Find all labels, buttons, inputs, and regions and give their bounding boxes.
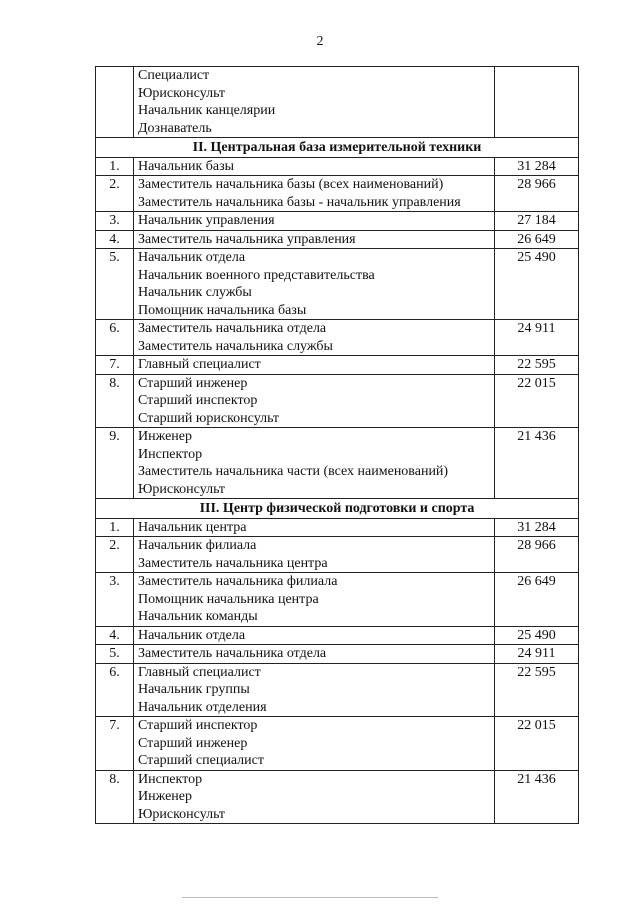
- table-row: [96, 717, 579, 771]
- position-title: Начальник управления: [138, 213, 275, 228]
- page-bottom-edge: [182, 897, 438, 898]
- positions-cell: [134, 537, 495, 573]
- row-number: 8.: [96, 374, 134, 428]
- table-row: [96, 176, 579, 212]
- table-row: [96, 537, 579, 573]
- position-title: Заместитель начальника центра: [138, 555, 328, 571]
- salary-value: 22 015: [495, 717, 579, 771]
- position-title: Старший инженер: [138, 735, 248, 751]
- positions-cell: [134, 212, 495, 231]
- position-title: Главный специалист: [138, 357, 261, 372]
- position-title: Дознаватель: [138, 120, 212, 136]
- position-title: Инженер: [138, 429, 193, 444]
- section-header-row: [96, 499, 579, 519]
- position-title: Заместитель начальника отдела: [138, 646, 327, 661]
- position-title: Начальник группы: [138, 682, 250, 697]
- positions-cell: [134, 770, 495, 824]
- position-title: Начальник базы: [138, 158, 235, 174]
- section-title: II. Центральная база измерительной техники: [96, 138, 579, 158]
- salary-value: 28 966: [495, 537, 579, 573]
- positions-cell: [134, 67, 495, 138]
- salary-value: 21 436: [495, 428, 579, 499]
- position-title: Старший юрисконсульт: [138, 410, 280, 426]
- row-number: 5.: [96, 645, 134, 664]
- row-number: 8.: [96, 770, 134, 824]
- row-number: 6.: [96, 320, 134, 356]
- position-title: Помощник начальника базы: [138, 302, 307, 318]
- salary-value: 21 436: [495, 770, 579, 824]
- positions-cell: [134, 663, 495, 717]
- table-row: [96, 770, 579, 824]
- position-title: Начальник канцелярии: [138, 103, 276, 118]
- table-row: [96, 230, 579, 249]
- salary-value: 25 490: [495, 249, 579, 320]
- position-title: Начальник отделения: [138, 699, 267, 715]
- position-title: Начальник центра: [138, 519, 247, 535]
- salary-value: 26 649: [495, 573, 579, 627]
- row-number: 2.: [96, 176, 134, 212]
- row-number: 6.: [96, 663, 134, 717]
- positions-cell: [134, 573, 495, 627]
- positions-cell: [134, 356, 495, 375]
- salary-table: [95, 66, 579, 824]
- position-title: Старший специалист: [138, 753, 264, 768]
- table-row: [96, 663, 579, 717]
- positions-cell: [134, 428, 495, 499]
- position-title: Заместитель начальника службы: [138, 338, 333, 354]
- positions-cell: [134, 249, 495, 320]
- position-title: Заместитель начальника отдела: [138, 321, 327, 336]
- table-row: [96, 249, 579, 320]
- row-number: 9.: [96, 428, 134, 499]
- table-row: [96, 626, 579, 645]
- salary-value: 26 649: [495, 230, 579, 249]
- table-row: [96, 356, 579, 375]
- table-row: [96, 157, 579, 176]
- positions-cell: [134, 230, 495, 249]
- position-title: Главный специалист: [138, 664, 261, 680]
- row-number: 4.: [96, 230, 134, 249]
- position-title: Начальник службы: [138, 285, 252, 300]
- salary-value: 22 595: [495, 663, 579, 717]
- position-title: Начальник команды: [138, 609, 258, 624]
- positions-cell: [134, 645, 495, 664]
- positions-cell: [134, 717, 495, 771]
- position-title: Заместитель начальника базы - начальник управления: [138, 194, 461, 210]
- section-title: III. Центр физической подготовки и спорта: [96, 499, 579, 519]
- salary-table-body: [96, 67, 579, 824]
- table-row: [96, 320, 579, 356]
- salary-value: 31 284: [495, 518, 579, 537]
- positions-cell: [134, 518, 495, 537]
- row-number: 1.: [96, 518, 134, 537]
- section-header-row: [96, 138, 579, 158]
- table-row: [96, 428, 579, 499]
- row-number: 5.: [96, 249, 134, 320]
- position-title: Юрисконсульт: [138, 481, 226, 497]
- positions-cell: [134, 176, 495, 212]
- position-title: Начальник филиала: [138, 538, 257, 553]
- row-number: [96, 67, 134, 138]
- position-title: Инспектор: [138, 771, 203, 787]
- salary-value: 24 911: [495, 320, 579, 356]
- row-number: 2.: [96, 537, 134, 573]
- position-title: Начальник отдела: [138, 250, 246, 265]
- row-number: 3.: [96, 212, 134, 231]
- position-title: Заместитель начальника базы (всех наименований): [138, 177, 444, 192]
- row-number: 3.: [96, 573, 134, 627]
- position-title: Инспектор: [138, 446, 203, 462]
- salary-value: 24 911: [495, 645, 579, 664]
- row-number: 7.: [96, 356, 134, 375]
- position-title: Специалист: [138, 68, 210, 83]
- salary-value: 28 966: [495, 176, 579, 212]
- salary-value: 22 015: [495, 374, 579, 428]
- table-row: [96, 573, 579, 627]
- position-title: Старший инженер: [138, 375, 248, 391]
- position-title: Заместитель начальника филиала: [138, 574, 338, 589]
- page-number: 2: [316, 34, 324, 49]
- position-title: Начальник военного представительства: [138, 267, 375, 283]
- position-title: Инженер: [138, 789, 193, 804]
- table-row: [96, 518, 579, 537]
- row-number: 4.: [96, 626, 134, 645]
- table-row: [96, 645, 579, 664]
- salary-value: 31 284: [495, 157, 579, 176]
- positions-cell: [134, 320, 495, 356]
- positions-cell: [134, 157, 495, 176]
- position-title: Юрисконсульт: [138, 85, 226, 101]
- row-number: 7.: [96, 717, 134, 771]
- table-row: [96, 212, 579, 231]
- position-title: Начальник отдела: [138, 627, 246, 643]
- position-title: Юрисконсульт: [138, 806, 226, 822]
- position-title: Старший инспектор: [138, 393, 258, 408]
- positions-cell: [134, 626, 495, 645]
- table-row: [96, 374, 579, 428]
- row-number: 1.: [96, 157, 134, 176]
- salary-value: [495, 67, 579, 138]
- position-title: Заместитель начальника части (всех наименований): [138, 464, 449, 479]
- positions-cell: [134, 374, 495, 428]
- position-title: Заместитель начальника управления: [138, 231, 356, 247]
- salary-value: 25 490: [495, 626, 579, 645]
- table-row: [96, 67, 579, 138]
- position-title: Старший инспектор: [138, 718, 258, 733]
- salary-value: 22 595: [495, 356, 579, 375]
- position-title: Помощник начальника центра: [138, 591, 319, 607]
- salary-value: 27 184: [495, 212, 579, 231]
